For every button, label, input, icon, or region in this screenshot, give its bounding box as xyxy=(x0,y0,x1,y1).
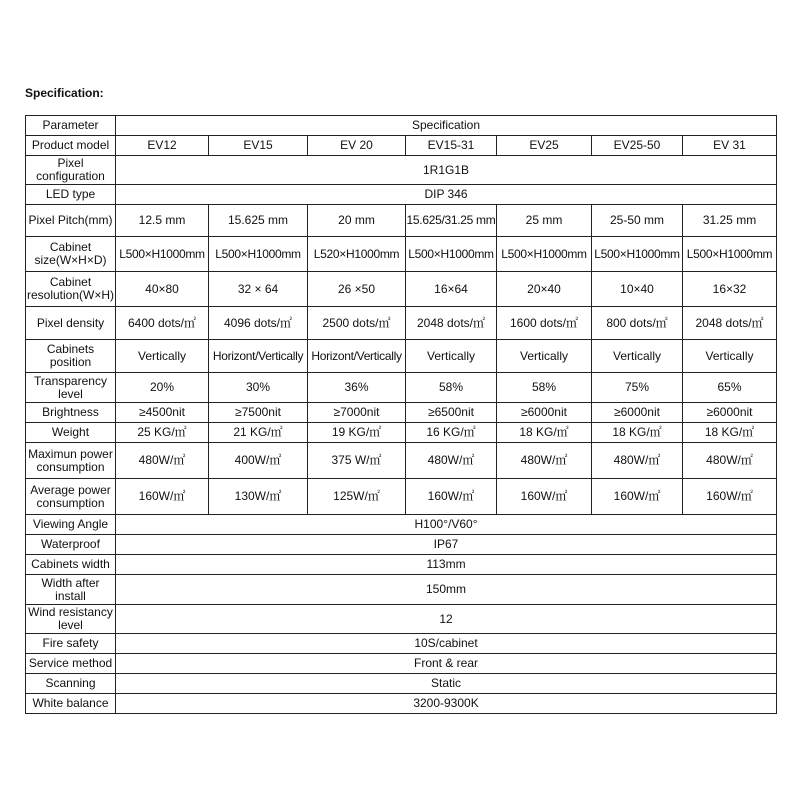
table-cell: 31.25 mm xyxy=(683,205,777,237)
table-cell: 4096 dots/㎡ xyxy=(209,307,308,340)
table-row xyxy=(26,423,777,443)
table-span-cell: Static xyxy=(116,674,777,694)
row-label: Service method xyxy=(26,654,116,674)
table-span-cell: 150mm xyxy=(116,575,777,605)
table-cell: 30% xyxy=(209,373,308,403)
row-label: Cabinets position xyxy=(26,340,116,373)
table-span-cell: Front & rear xyxy=(116,654,777,674)
table-cell: 480W/㎡ xyxy=(592,443,683,479)
table-cell: 25-50 mm xyxy=(592,205,683,237)
row-label: Width after install xyxy=(26,575,116,605)
table-row xyxy=(26,340,777,373)
table-cell: ≥4500nit xyxy=(116,403,209,423)
table-cell: 75% xyxy=(592,373,683,403)
table-cell: 375 W/㎡ xyxy=(308,443,406,479)
table-cell: 1600 dots/㎡ xyxy=(497,307,592,340)
table-cell: 15.625/31.25 mm xyxy=(406,205,497,237)
table-span-cell: 1R1G1B xyxy=(116,156,777,185)
table-row xyxy=(26,156,777,185)
table-cell: ≥6000nit xyxy=(592,403,683,423)
table-row xyxy=(26,185,777,205)
table-row xyxy=(26,674,777,694)
table-span-cell: H100°/V60° xyxy=(116,515,777,535)
table-cell: Horizont/Vertically xyxy=(209,340,308,373)
table-cell: 400W/㎡ xyxy=(209,443,308,479)
table-cell: EV15-31 xyxy=(406,136,497,156)
table-row xyxy=(26,443,777,479)
table-cell: Vertically xyxy=(406,340,497,373)
table-row xyxy=(26,694,777,714)
table-row xyxy=(26,654,777,674)
header-specification: Specification xyxy=(116,116,777,136)
table-cell: 19 KG/㎡ xyxy=(308,423,406,443)
table-cell: 800 dots/㎡ xyxy=(592,307,683,340)
table-cell: L520×H1000mm xyxy=(308,237,406,272)
table-row xyxy=(26,237,777,272)
table-cell: L500×H1000mm xyxy=(209,237,308,272)
table-cell: Horizont/Vertically xyxy=(308,340,406,373)
table-header-row xyxy=(26,116,777,136)
table-row xyxy=(26,634,777,654)
table-cell: 12.5 mm xyxy=(116,205,209,237)
row-label: Cabinets width xyxy=(26,555,116,575)
table-row xyxy=(26,605,777,634)
table-cell: L500×H1000mm xyxy=(592,237,683,272)
table-cell: L500×H1000mm xyxy=(497,237,592,272)
row-label: Transparency level xyxy=(26,373,116,403)
table-row xyxy=(26,575,777,605)
row-label: White balance xyxy=(26,694,116,714)
table-row xyxy=(26,555,777,575)
table-cell: 480W/㎡ xyxy=(116,443,209,479)
table-cell: 21 KG/㎡ xyxy=(209,423,308,443)
table-cell: 10×40 xyxy=(592,272,683,307)
table-cell: 130W/㎡ xyxy=(209,479,308,515)
table-cell: EV12 xyxy=(116,136,209,156)
table-cell: 480W/㎡ xyxy=(406,443,497,479)
table-cell: 18 KG/㎡ xyxy=(683,423,777,443)
table-cell: 2048 dots/㎡ xyxy=(406,307,497,340)
table-cell: 2500 dots/㎡ xyxy=(308,307,406,340)
table-row xyxy=(26,205,777,237)
table-cell: 25 mm xyxy=(497,205,592,237)
table-cell: 15.625 mm xyxy=(209,205,308,237)
table-cell: 20% xyxy=(116,373,209,403)
table-row xyxy=(26,373,777,403)
row-label: LED type xyxy=(26,185,116,205)
table-cell: 125W/㎡ xyxy=(308,479,406,515)
row-label: Pixel Pitch(mm) xyxy=(26,205,116,237)
table-cell: 480W/㎡ xyxy=(497,443,592,479)
table-cell: 16 KG/㎡ xyxy=(406,423,497,443)
table-cell: 160W/㎡ xyxy=(683,479,777,515)
table-cell: EV25-50 xyxy=(592,136,683,156)
table-cell: 480W/㎡ xyxy=(683,443,777,479)
table-cell: 160W/㎡ xyxy=(592,479,683,515)
row-label: Weight xyxy=(26,423,116,443)
row-label: Fire safety xyxy=(26,634,116,654)
table-cell: Vertically xyxy=(592,340,683,373)
table-cell: 160W/㎡ xyxy=(497,479,592,515)
table-span-cell: 113mm xyxy=(116,555,777,575)
table-cell: 58% xyxy=(497,373,592,403)
table-cell: Vertically xyxy=(683,340,777,373)
table-cell: 2048 dots/㎡ xyxy=(683,307,777,340)
row-label: Waterproof xyxy=(26,535,116,555)
table-cell: L500×H1000mm xyxy=(683,237,777,272)
table-cell: 20×40 xyxy=(497,272,592,307)
table-cell: ≥6500nit xyxy=(406,403,497,423)
table-cell: 160W/㎡ xyxy=(116,479,209,515)
table-cell: ≥7000nit xyxy=(308,403,406,423)
table-cell: 58% xyxy=(406,373,497,403)
table-cell: ≥7500nit xyxy=(209,403,308,423)
row-label: Pixel configuration xyxy=(26,156,116,185)
table-cell: 26 ×50 xyxy=(308,272,406,307)
table-cell: 16×64 xyxy=(406,272,497,307)
row-label: Product model xyxy=(26,136,116,156)
specification-table xyxy=(25,115,777,714)
table-cell: L500×H1000mm xyxy=(406,237,497,272)
table-cell: L500×H1000mm xyxy=(116,237,209,272)
table-row xyxy=(26,136,777,156)
table-cell: 160W/㎡ xyxy=(406,479,497,515)
table-cell: EV 20 xyxy=(308,136,406,156)
table-span-cell: DIP 346 xyxy=(116,185,777,205)
row-label: Cabinet resolution(W×H) xyxy=(26,272,116,307)
table-cell: 65% xyxy=(683,373,777,403)
row-label: Viewing Angle xyxy=(26,515,116,535)
table-row xyxy=(26,272,777,307)
table-span-cell: 10S/cabinet xyxy=(116,634,777,654)
table-cell: Vertically xyxy=(116,340,209,373)
row-label: Pixel density xyxy=(26,307,116,340)
table-cell: 32 × 64 xyxy=(209,272,308,307)
table-row xyxy=(26,535,777,555)
row-label: Wind resistancy level xyxy=(26,605,116,634)
table-row xyxy=(26,403,777,423)
row-label: Average power consumption xyxy=(26,479,116,515)
table-cell: 20 mm xyxy=(308,205,406,237)
table-cell: ≥6000nit xyxy=(497,403,592,423)
table-span-cell: IP67 xyxy=(116,535,777,555)
row-label: Brightness xyxy=(26,403,116,423)
table-row xyxy=(26,515,777,535)
table-row xyxy=(26,479,777,515)
row-label: Scanning xyxy=(26,674,116,694)
table-cell: Vertically xyxy=(497,340,592,373)
table-cell: EV25 xyxy=(497,136,592,156)
table-cell: EV 31 xyxy=(683,136,777,156)
table-cell: 40×80 xyxy=(116,272,209,307)
table-cell: EV15 xyxy=(209,136,308,156)
table-row xyxy=(26,307,777,340)
table-span-cell: 12 xyxy=(116,605,777,634)
table-cell: 25 KG/㎡ xyxy=(116,423,209,443)
table-cell: 36% xyxy=(308,373,406,403)
row-label: Cabinet size(W×H×D) xyxy=(26,237,116,272)
table-cell: 18 KG/㎡ xyxy=(497,423,592,443)
table-cell: 18 KG/㎡ xyxy=(592,423,683,443)
table-cell: ≥6000nit xyxy=(683,403,777,423)
table-span-cell: 3200-9300K xyxy=(116,694,777,714)
section-heading: Specification: xyxy=(25,86,104,100)
table-cell: 16×32 xyxy=(683,272,777,307)
header-parameter: Parameter xyxy=(26,116,116,136)
table-cell: 6400 dots/㎡ xyxy=(116,307,209,340)
row-label: Maximun power consumption xyxy=(26,443,116,479)
